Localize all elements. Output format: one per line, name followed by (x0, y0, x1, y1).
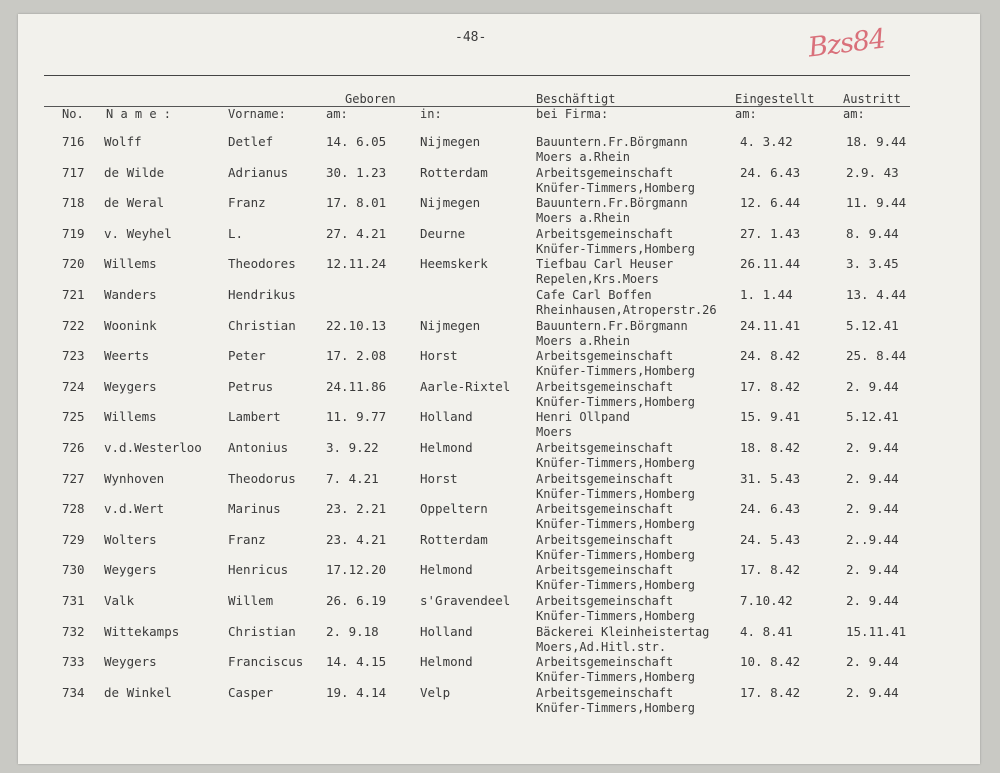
row-vorname: Casper (228, 684, 274, 700)
row-geboren-am: 30. 1.23 (326, 164, 387, 180)
row-name: Wolters (104, 531, 157, 547)
row-geboren-am: 26. 6.19 (326, 593, 387, 608)
row-eingestellt: 24. 8.42 (740, 348, 801, 364)
row-austritt: 11. 9.44 (846, 195, 907, 211)
row-firma-line2: Knüfer-Timmers,Homberg (536, 486, 695, 501)
row-firma-line1: Bäckerei Kleinheistertag (536, 624, 710, 639)
header-eingestellt: Eingestellt (735, 92, 815, 106)
row-name: de Weral (104, 195, 165, 211)
row-eingestellt: 17. 8.42 (740, 378, 801, 394)
row-name: Wolff (104, 134, 142, 149)
row-eingestellt: 10. 8.42 (740, 654, 801, 670)
row-vorname: Hendrikus (228, 287, 296, 302)
row-geboren-am: 19. 4.14 (326, 684, 387, 700)
row-firma-line2: Moers a.Rhein (536, 150, 630, 164)
row-firma-line1: Henri Ollpand (536, 410, 630, 425)
row-austritt: 13. 4.44 (846, 287, 907, 302)
row-geboren-am: 27. 4.21 (326, 225, 387, 241)
row-vorname: Henricus (228, 562, 289, 578)
row-geboren-am: 2. 9.18 (326, 623, 379, 639)
row-eingestellt: 1. 1.44 (740, 287, 793, 302)
row-vorname: Petrus (228, 378, 274, 394)
row-firma-line2: Knüfer-Timmers,Homberg (536, 180, 695, 195)
row-firma-line2: Knüfer-Timmers,Homberg (536, 241, 695, 256)
row-name: v.d.Wert (104, 501, 165, 517)
row-vorname: Willem (228, 593, 274, 608)
row-geboren-in: Deurne (420, 225, 466, 241)
row-firma-line2: Moers (536, 425, 573, 440)
row-eingestellt: 4. 3.42 (740, 134, 793, 149)
row-geboren-am: 14. 6.05 (326, 134, 387, 149)
row-geboren-in: Nijmegen (420, 134, 481, 149)
row-number: 723 (62, 348, 85, 364)
row-vorname: Antonius (228, 440, 289, 455)
row-firma-line1: Arbeitsgemeinschaft (536, 165, 674, 180)
row-firma-line2: Repelen,Krs.Moers (536, 272, 659, 287)
row-name: Valk (104, 593, 135, 608)
row-vorname: Peter (228, 348, 266, 364)
row-geboren-in: Rotterdam (420, 164, 488, 180)
row-vorname: Franz (228, 531, 266, 547)
row-geboren-in: Oppeltern (420, 501, 488, 517)
row-geboren-am: 11. 9.77 (326, 409, 387, 425)
row-firma-line2: Knüfer-Timmers,Homberg (536, 456, 695, 470)
row-number: 718 (62, 195, 85, 211)
row-name: Wittekamps (104, 623, 180, 639)
row-geboren-in: Velp (420, 684, 451, 700)
header-vorname: Vorname: (228, 107, 286, 121)
row-eingestellt: 18. 8.42 (740, 440, 801, 455)
row-austritt: 15.11.41 (846, 623, 907, 639)
page-number: -48- (455, 30, 487, 45)
row-firma-line2: Moers a.Rhein (536, 211, 630, 226)
row-number: 719 (62, 225, 85, 241)
row-number: 716 (62, 134, 85, 149)
row-vorname: Christian (228, 317, 296, 333)
row-firma-line2: Moers a.Rhein (536, 333, 630, 348)
row-austritt: 8. 9.44 (846, 225, 899, 241)
row-firma-line1: Bauuntern.Fr.Börgmann (536, 318, 688, 333)
row-austritt: 2. 9.44 (846, 593, 899, 608)
row-name: Weygers (104, 378, 157, 394)
row-number: 731 (62, 593, 85, 608)
row-geboren-am: 17. 2.08 (326, 348, 387, 364)
header-geboren-in: in: (420, 107, 442, 121)
row-eingestellt: 12. 6.44 (740, 195, 801, 211)
row-geboren-in: Holland (420, 409, 473, 425)
row-austritt: 5.12.41 (846, 409, 899, 425)
row-austritt: 2. 9.44 (846, 378, 899, 394)
row-firma-line1: Arbeitsgemeinschaft (536, 379, 674, 394)
row-number: 717 (62, 164, 85, 180)
row-austritt: 2. 9.44 (846, 562, 899, 578)
row-vorname: Lambert (228, 409, 281, 425)
row-eingestellt: 24. 6.43 (740, 501, 801, 517)
row-number: 733 (62, 654, 85, 670)
row-vorname: Christian (228, 623, 296, 639)
row-austritt: 3. 3.45 (846, 256, 899, 272)
row-firma-line1: Arbeitsgemeinschaft (536, 655, 674, 670)
row-firma-line1: Arbeitsgemeinschaft (536, 226, 674, 241)
row-name: v.d.Westerloo (104, 440, 202, 455)
row-name: Wanders (104, 287, 157, 302)
row-firma-line1: Bauuntern.Fr.Börgmann (536, 135, 688, 149)
row-name: Weerts (104, 348, 150, 364)
archive-stamp: Bzs84 (806, 23, 887, 64)
row-vorname: Franz (228, 195, 266, 211)
row-firma-line2: Rheinhausen,Atroperstr.26 (536, 303, 717, 317)
header-beschaeftigt: Beschäftigt (536, 92, 616, 106)
row-name: de Wilde (104, 164, 165, 180)
row-number: 721 (62, 287, 85, 302)
header-top-rule (44, 75, 910, 76)
row-eingestellt: 17. 8.42 (740, 562, 801, 578)
row-name: Weygers (104, 562, 157, 578)
row-firma-line1: Cafe Carl Boffen (536, 288, 652, 302)
row-firma-line1: Tiefbau Carl Heuser (536, 257, 674, 272)
row-eingestellt: 17. 8.42 (740, 684, 801, 700)
row-firma-line2: Knüfer-Timmers,Homberg (536, 517, 695, 532)
row-eingestellt: 15. 9.41 (740, 409, 801, 425)
row-geboren-in: Helmond (420, 440, 473, 455)
row-vorname: L. (228, 225, 244, 241)
row-firma-line2: Knüfer-Timmers,Homberg (536, 700, 695, 715)
row-vorname: Theodorus (228, 470, 296, 486)
row-eingestellt: 24.11.41 (740, 317, 801, 333)
row-austritt: 2.9. 43 (846, 164, 899, 180)
row-geboren-am: 12.11.24 (326, 256, 387, 272)
row-austritt: 2. 9.44 (846, 470, 899, 486)
row-geboren-am: 3. 9.22 (326, 440, 379, 455)
row-geboren-am: 22.10.13 (326, 317, 387, 333)
row-geboren-am: 14. 4.15 (326, 654, 387, 670)
row-number: 722 (62, 317, 85, 333)
header-bei-firma: bei Firma: (536, 107, 609, 121)
header-no: No. (62, 107, 84, 121)
row-geboren-in: Helmond (420, 654, 473, 670)
row-austritt: 2. 9.44 (846, 684, 899, 700)
row-number: 734 (62, 684, 85, 700)
row-name: de Winkel (104, 684, 172, 700)
row-geboren-am: 17.12.20 (326, 562, 387, 578)
row-geboren-in: Horst (420, 348, 458, 364)
row-eingestellt: 31. 5.43 (740, 470, 801, 486)
row-name: Woonink (104, 317, 157, 333)
row-eingestellt: 27. 1.43 (740, 225, 801, 241)
header-eingestellt-am: am: (735, 107, 757, 121)
row-austritt: 2. 9.44 (846, 440, 899, 455)
row-geboren-am: 23. 2.21 (326, 501, 387, 517)
row-geboren-in: Aarle-Rixtel (420, 378, 511, 394)
row-number: 729 (62, 531, 85, 547)
row-vorname: Theodores (228, 256, 296, 272)
row-number: 724 (62, 378, 85, 394)
row-number: 727 (62, 470, 85, 486)
row-firma-line1: Arbeitsgemeinschaft (536, 532, 674, 547)
row-geboren-in: s'Gravendeel (420, 593, 511, 608)
row-austritt: 5.12.41 (846, 317, 899, 333)
row-firma-line1: Arbeitsgemeinschaft (536, 471, 674, 486)
row-vorname: Adrianus (228, 164, 289, 180)
row-eingestellt: 7.10.42 (740, 593, 793, 608)
row-vorname: Detlef (228, 134, 274, 149)
row-eingestellt: 26.11.44 (740, 256, 801, 272)
row-geboren-am: 7. 4.21 (326, 470, 379, 486)
row-geboren-in: Heemskerk (420, 256, 488, 272)
row-geboren-in: Helmond (420, 562, 473, 578)
row-name: Weygers (104, 654, 157, 670)
row-firma-line2: Knüfer-Timmers,Homberg (536, 547, 695, 562)
row-geboren-in: Horst (420, 470, 458, 486)
row-austritt: 2. 9.44 (846, 501, 899, 517)
row-geboren-in: Rotterdam (420, 531, 488, 547)
row-name: Wynhoven (104, 470, 165, 486)
row-austritt: 2. 9.44 (846, 654, 899, 670)
row-firma-line1: Arbeitsgemeinschaft (536, 563, 674, 578)
row-austritt: 18. 9.44 (846, 134, 907, 149)
row-firma-line2: Knüfer-Timmers,Homberg (536, 394, 695, 409)
row-austritt: 25. 8.44 (846, 348, 907, 364)
row-firma-line2: Moers,Ad.Hitl.str. (536, 639, 667, 654)
row-name: v. Weyhel (104, 225, 172, 241)
row-name: Willems (104, 256, 157, 272)
row-name: Willems (104, 409, 157, 425)
row-austritt: 2..9.44 (846, 531, 899, 547)
header-geboren: Geboren (345, 92, 396, 106)
row-number: 730 (62, 562, 85, 578)
row-eingestellt: 24. 6.43 (740, 164, 801, 180)
row-geboren-in: Nijmegen (420, 317, 481, 333)
row-firma-line1: Bauuntern.Fr.Börgmann (536, 196, 688, 211)
row-firma-line2: Knüfer-Timmers,Homberg (536, 609, 695, 623)
row-firma-line1: Arbeitsgemeinschaft (536, 441, 674, 455)
header-bottom-rule (44, 106, 910, 107)
row-firma-line1: Arbeitsgemeinschaft (536, 349, 674, 364)
row-firma-line1: Arbeitsgemeinschaft (536, 502, 674, 517)
header-austritt-am: am: (843, 107, 865, 121)
row-eingestellt: 24. 5.43 (740, 531, 801, 547)
row-firma-line2: Knüfer-Timmers,Homberg (536, 670, 695, 685)
row-vorname: Marinus (228, 501, 281, 517)
row-geboren-am: 17. 8.01 (326, 195, 387, 211)
row-firma-line2: Knüfer-Timmers,Homberg (536, 364, 695, 379)
row-firma-line1: Arbeitsgemeinschaft (536, 594, 674, 608)
row-eingestellt: 4. 8.41 (740, 623, 793, 639)
row-firma-line1: Arbeitsgemeinschaft (536, 685, 674, 700)
row-geboren-in: Nijmegen (420, 195, 481, 211)
row-number: 732 (62, 623, 85, 639)
header-name: N a m e : (106, 107, 172, 121)
header-geboren-am: am: (326, 107, 348, 121)
row-number: 726 (62, 440, 85, 455)
row-firma-line2: Knüfer-Timmers,Homberg (536, 578, 695, 593)
row-number: 728 (62, 501, 85, 517)
row-number: 725 (62, 409, 85, 425)
row-geboren-am: 24.11.86 (326, 378, 387, 394)
row-number: 720 (62, 256, 85, 272)
row-vorname: Franciscus (228, 654, 304, 670)
row-geboren-in: Holland (420, 623, 473, 639)
row-geboren-am: 23. 4.21 (326, 531, 387, 547)
header-austritt: Austritt (843, 92, 901, 106)
